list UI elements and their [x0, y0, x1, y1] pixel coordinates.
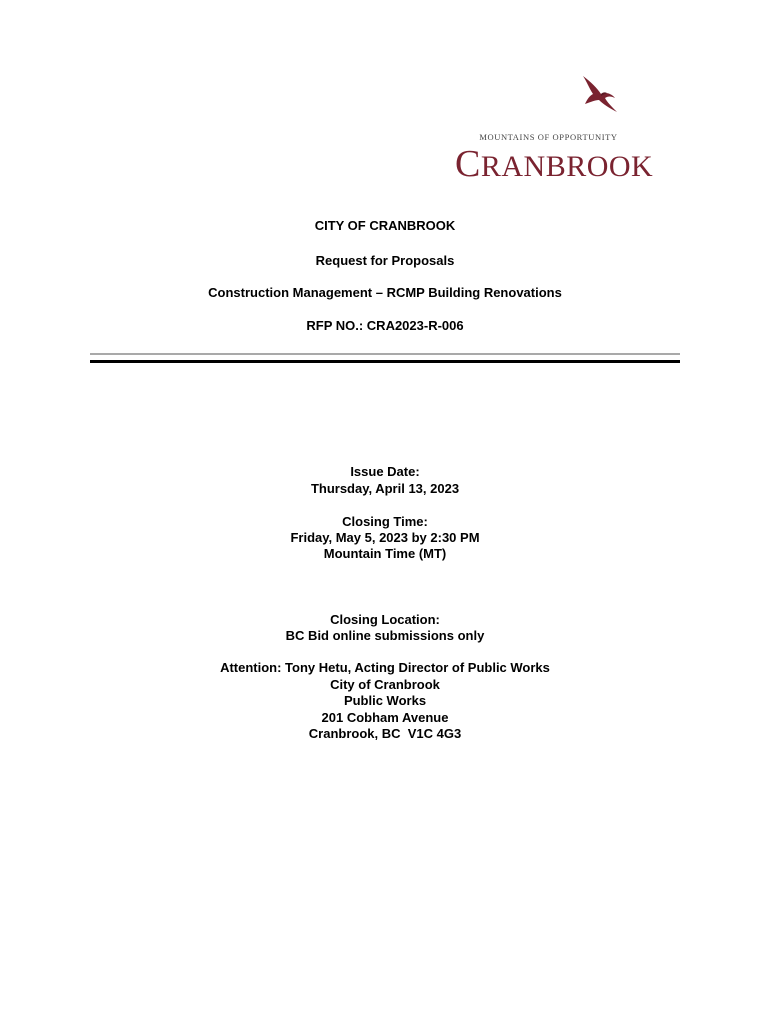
issue-date-value: Thursday, April 13, 2023	[310, 481, 460, 496]
attention-line: Attention: Tony Hetu, Acting Director of Public Works	[220, 660, 550, 675]
address-street: 201 Cobham Avenue	[321, 710, 449, 725]
logo-wordmark-initial: C	[455, 143, 481, 185]
eagle-icon	[575, 74, 621, 116]
closing-time-zone: Mountain Time (MT)	[323, 546, 447, 561]
address-city: Cranbrook, BC V1C 4G3	[308, 726, 462, 741]
org-name: CITY OF CRANBROOK	[314, 218, 456, 233]
document-type: Request for Proposals	[315, 253, 455, 268]
issue-date-label: Issue Date:	[350, 464, 420, 479]
project-title: Construction Management – RCMP Building Renovations	[208, 285, 562, 300]
divider-thin	[90, 353, 680, 355]
city-logo	[455, 70, 685, 185]
logo-wordmark-rest: RANBROOK	[480, 150, 654, 183]
rfp-number: RFP NO.: CRA2023-R-006	[306, 318, 464, 333]
closing-time-value: Friday, May 5, 2023 by 2:30 PM	[290, 530, 480, 545]
closing-location-label: Closing Location:	[330, 612, 440, 627]
divider-thick	[90, 360, 680, 363]
address-org: City of Cranbrook	[330, 677, 440, 692]
logo-wordmark	[455, 142, 685, 186]
closing-location-value: BC Bid online submissions only	[285, 628, 485, 643]
address-dept: Public Works	[343, 693, 427, 708]
logo-tagline: MOUNTAINS OF OPPORTUNITY	[479, 132, 618, 142]
closing-time-label: Closing Time:	[342, 514, 428, 529]
